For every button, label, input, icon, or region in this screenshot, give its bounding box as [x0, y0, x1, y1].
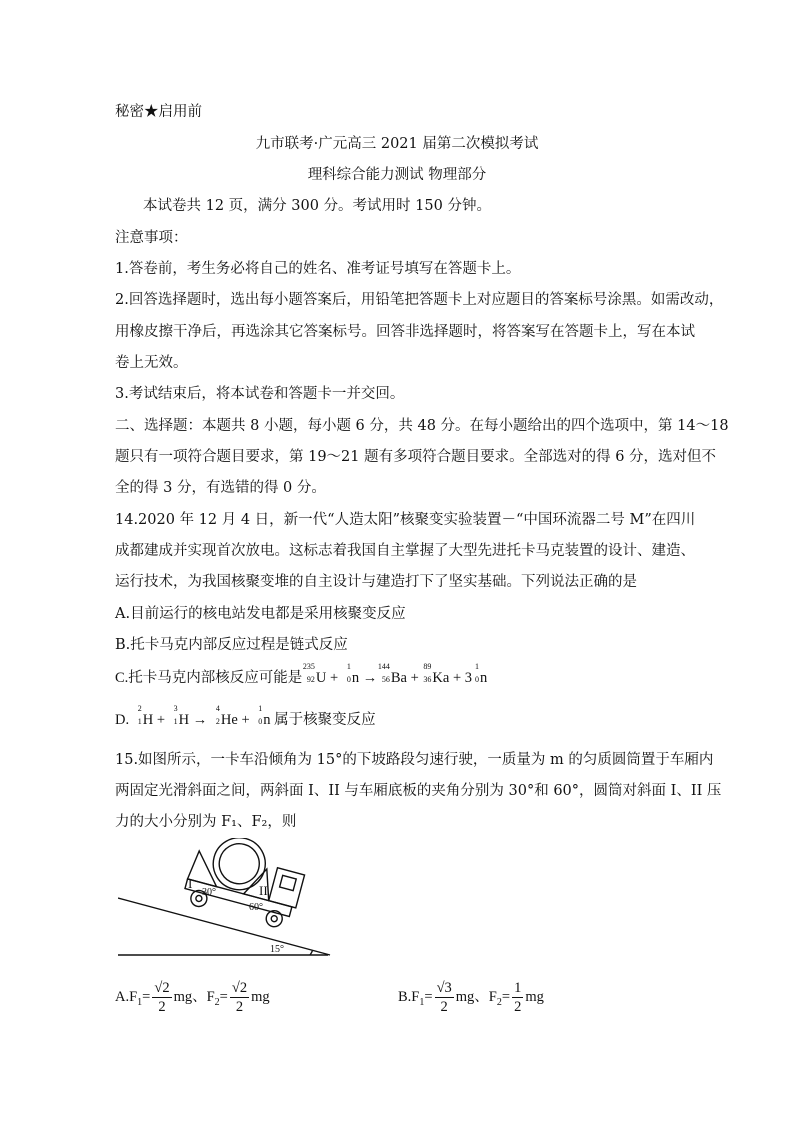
note-item-2-line-2: 用橡皮擦干净后，再选涂其它答案标号。回答非选择题时，将答案写在答题卡上，写在本试	[115, 324, 695, 340]
section-2-line-2: 题只有一项符合题目要求，第 19～21 题有多项符合题目要求。全部选对的得 6 分，选对但不	[115, 449, 717, 465]
label-angle-15: 15°	[270, 944, 284, 955]
truck	[181, 838, 309, 931]
q15-option-b: $B.F_1=$ $\frac{√3}{2}$ mg、$F_2=$ $\frac{1}{2}$ mg	[398, 980, 544, 1016]
nuclide-h2: 2 1 H	[137, 704, 154, 728]
q14-stem-line-2: 成都建成并实现首次放电。这标志着我国自主掌握了大型先进托卡马克装置的设计、建造、	[115, 543, 695, 559]
nuclide-neutron: 1 0 n	[346, 662, 360, 686]
notes-heading: 注意事项：	[115, 230, 188, 246]
slope-line	[118, 898, 330, 955]
q15-stem-line-1: 15.如图所示，一卡车沿倾角为 15°的下坡路段匀速行驶，一质量为 m 的匀质圆筒置于车厢内	[115, 752, 714, 768]
q15-option-a: $A.F_1=$ $\frac{√2}{2}$ mg、$F_2=$ $\frac{√2}{2}$ mg	[115, 980, 270, 1016]
q14-stem-line-1: 14.2020 年 12 月 4 日，新一代“人造太阳”核聚变实验装置－“中国环流器二号 M”在四川	[115, 512, 696, 528]
incline-I	[188, 850, 225, 887]
q14-option-c-prefix: C.托卡马克内部核反应可能是	[115, 670, 303, 686]
exam-title: 九市联考·广元高三 2021 届第二次模拟考试	[255, 136, 539, 152]
note-item-2-line-1: 2.回答选择题时，选出每小题答案后，用铅笔把答题卡上对应题目的答案标号涂黑。如需改动，	[115, 292, 724, 308]
note-item-3: 3.考试结束后，将本试卷和答题卡一并交回。	[115, 386, 405, 402]
fraction: $\frac{1}{2}$	[514, 980, 522, 1016]
q14-option-a: A.目前运行的核电站发电都是采用核聚变反应	[115, 606, 406, 622]
q14-option-b: B.托卡马克内部反应过程是链式反应	[115, 637, 348, 653]
q15-stem-line-2: 两固定光滑斜面之间，两斜面 I、II 与车厢底板的夹角分别为 30°和 60°，圆筒对斜面 I、II 压	[115, 783, 722, 799]
q14-option-d-suffix: 属于核聚变反应	[274, 712, 376, 728]
fraction: $\frac{√2}{2}$	[231, 980, 248, 1016]
nuclide-u235: 235 92 U	[302, 662, 327, 686]
q15-stem-line-3: 力的大小分别为 F₁、F₂，则	[115, 814, 297, 830]
truck-slope-figure	[118, 838, 333, 960]
q14-stem-line-3: 运行技术，为我国核聚变堆的自主设计与建造打下了坚实基础。下列说法正确的是	[115, 574, 637, 590]
truck-cab	[269, 868, 305, 908]
reaction-arrow: →	[362, 670, 378, 686]
nuclide-h3: 3 1 H	[173, 704, 190, 728]
confidential-mark: 秘密★启用前	[115, 104, 202, 120]
note-item-1: 1.答卷前，考生务必将自己的姓名、准考证号填写在答题卡上。	[115, 261, 521, 277]
q14-option-d: D. 2 1 H + 3 1 H → 4 2 He + 1 0 n 属于核聚变反应	[115, 704, 376, 728]
nuclide-ba144: 144 56 Ba	[377, 662, 407, 686]
label-angle-30: 30°	[202, 887, 216, 898]
exam-subtitle: 理科综合能力测试 物理部分	[307, 167, 487, 183]
q14-option-c: C.托卡马克内部核反应可能是 235 92 U + 1 0 n → 144 56 Ba + 89 36 Ka + 3 1 0 n	[115, 662, 488, 686]
label-incline-I: I	[188, 876, 193, 891]
note-item-2-line-3: 卷上无效。	[115, 355, 188, 371]
q14-option-d-prefix: D.	[115, 712, 130, 728]
nuclide-he4: 4 2 He	[215, 704, 238, 728]
section-2-line-1: 二、选择题：本题共 8 小题，每小题 6 分，共 48 分。在每小题给出的四个选项中，第 14～18	[115, 418, 729, 434]
nuclide-ka89: 89 36 Ka	[423, 662, 450, 686]
fraction: $\frac{√2}{2}$	[154, 980, 170, 1016]
label-angle-60: 60°	[249, 902, 263, 913]
section-2-line-3: 全的得 3 分，有选错的得 0 分。	[115, 480, 326, 496]
cab-window	[280, 875, 297, 890]
wheel-front-hub	[271, 915, 278, 922]
fraction: $\frac{√3}{2}$	[436, 980, 452, 1016]
nuclide-neutron: 1 0 n	[475, 662, 488, 686]
nuclide-neutron: 1 0 n	[258, 704, 271, 728]
label-incline-II: II	[259, 883, 268, 898]
exam-intro: 本试卷共 12 页，满分 300 分。考试用时 150 分钟。	[143, 198, 491, 214]
